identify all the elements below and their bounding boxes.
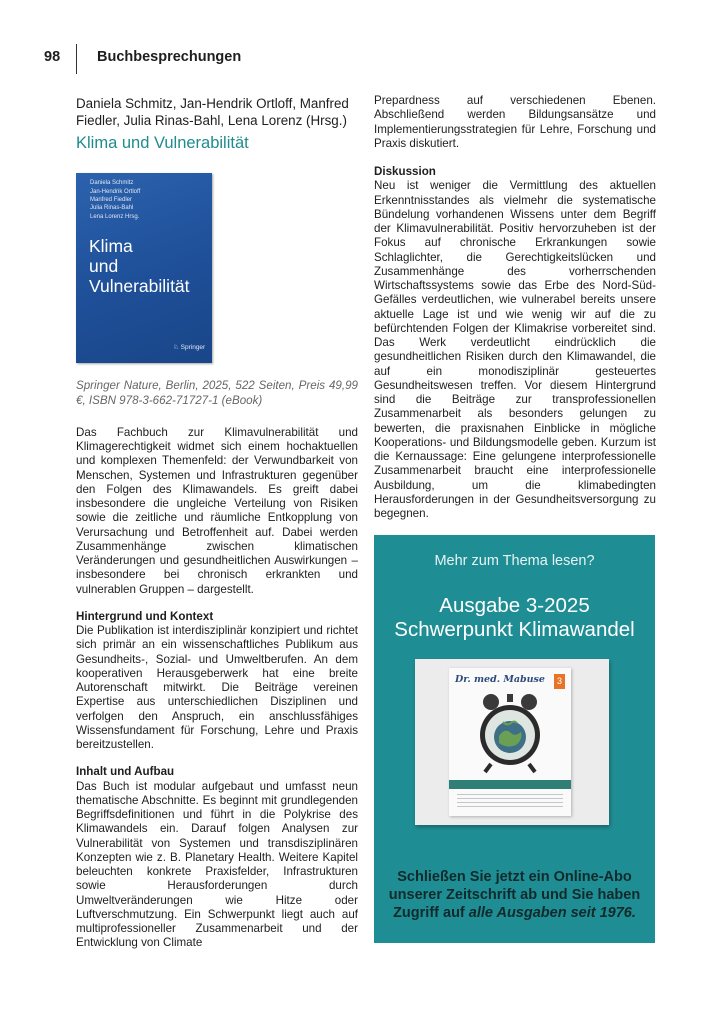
magazine-logo: Dr. med. Mabuse bbox=[455, 674, 545, 685]
section-text-background: Die Publikation ist interdisziplinär konzipiert und richtet sich primär an ein wissenschaftliches Publikum aus Gesundheits-, Sozial- und Umweltberufen. An dem kooperativen Herausgeberwerk hat eine breite Autorenschaft mitwirkt. Die Beiträge vereinen Expertise aus unterschiedlichen Disziplinen und verfolgen den Anspruch, ein anschlussfähiges Wissensfundament für Forschung, Lehre und Praxis bereitzustellen. bbox=[76, 624, 358, 751]
section-heading-discussion: Diskussion bbox=[374, 165, 436, 178]
magazine-band bbox=[449, 780, 571, 789]
issue-badge: 3 bbox=[554, 674, 565, 689]
subscription-promo[interactable] bbox=[374, 535, 655, 943]
section-title: Buchbesprechungen bbox=[97, 49, 242, 65]
promo-emphasis: alle Ausgaben seit 1976. bbox=[468, 905, 636, 921]
magazine-text-lines bbox=[457, 794, 563, 810]
alarm-clock-icon bbox=[477, 688, 543, 774]
cover-title: Klima und Vulnerabilität bbox=[89, 236, 190, 297]
right-column bbox=[374, 94, 656, 521]
intro-paragraph: Das Fachbuch zur Klimavulnerabilität und Klimagerechtigkeit widmet sich einem hochaktuellen und komplexen Themenfeld: der Verwundbarkeit von Menschen, Systemen und Infrastrukturen gegenüber den Folgen des Klimawandels. Es greift dabei insbesondere die ungleiche Verteilung von Risiken sowie die zeitliche und räumliche Entkopplung von Verursachung und Betroffenheit auf. Dabei werden Zusammenhänge zwischen klimatischen Veränderungen und gesundheitlichen Auswirkungen – insbesondere bei chronisch erkrankten und vulnerablen Gruppen – dargestellt. bbox=[76, 425, 358, 596]
promo-issue-title: Ausgabe 3-2025 Schwerpunkt Klimawandel bbox=[394, 594, 635, 641]
section-heading-background: Hintergrund und Kontext bbox=[76, 609, 214, 623]
promo-call-to-action: Schließen Sie jetzt ein Online-Abo unserer Zeitschrift ab und Sie haben Zugriff auf alle Ausgaben seit 1976. bbox=[388, 869, 641, 921]
section-heading-content: Inhalt und Aufbau bbox=[76, 765, 175, 779]
magazine-cover bbox=[449, 668, 571, 816]
page-header bbox=[0, 0, 724, 80]
publication-info: Springer Nature, Berlin, 2025, 522 Seiten, Preis 49,99 €, ISBN 978-3-662-71727-1 (eBook) bbox=[76, 379, 358, 407]
cover-authors: Daniela Schmitz Jan-Hendrik Ortloff Manfred Fiedler Julia Rinas-Bahl Lena Lorenz Hrsg. bbox=[90, 180, 141, 220]
left-column bbox=[76, 96, 358, 951]
section-text-content: Das Buch ist modular aufgebaut und umfasst neun thematische Abschnitte. Es beginnt mit grundlegenden Begriffsdefinitionen und führt in die Polykrise des Klimawandels ein. Darauf folgen Analysen zur Vulnerabilität von Systemen und transdisziplinären Konzepten wie z. B. Planetary Health. Weitere Kapitel beleuchten konkrete Praxisfelder, Infrastrukturen sowie Herausforderungen durch Umweltveränderungen wie Hitze oder Luftverschmutzung. Ein Schwerpunkt liegt auch auf multiprofessioneller Zusammenarbeit und der Entwicklung von Climate bbox=[76, 779, 358, 950]
cover-publisher: ♘ Springer bbox=[173, 344, 206, 352]
book-title: Klima und Vulnerabilität bbox=[76, 134, 249, 152]
book-editors: Daniela Schmitz, Jan-Hendrik Ortloff, Manfred Fiedler, Julia Rinas-Bahl, Lena Lorenz (Hrsg.) bbox=[76, 96, 349, 128]
section-text-discussion: Neu ist weniger die Vermittlung des aktuellen Erkenntnisstandes als vielmehr die systematische Bündelung vorhandenen Wissens unter dem Begriff der Klimavulnerabilität. Positiv hervorzuheben ist der Fokus auf chronische Erkrankungen sowie Schlaglichter, die Gerechtigkeitslücken und Zusammenhänge des vorherrschenden Wirtschaftssystems sowie das Erbe des Nord-Süd-Gefälles verdeutlichen, wie vulnerabel bereits unsere aktuelle Lage ist und wie wenig wir auf die zu befürchtenden Folgen der Klimakrise vorbereitet sind. Das Werk verdeutlicht eindrücklich die gesundheitlichen Risiken durch den Klimawandel, die auf ein monodisziplinär gesteuertes Gesundheitswesen treffen. Vor diesem Hintergrund sind die Beiträge zur transprofessionellen Zusammenarbeit als besonders gelungen zu bewerten, die praxisnahen Einblicke in mögliche Kooperations- und Bildungsmodelle geben. Kurzum ist die Kernaussage: Eine gelungene interprofessionelle Zusammenarbeit braucht eine interprofessionelle Ausbildung, um die klimabedingten Herausforderungen in der Gesundheitsversorgung zu begegnen. bbox=[374, 179, 656, 520]
header-divider bbox=[76, 44, 77, 74]
book-cover bbox=[76, 173, 212, 363]
springer-horse-icon: ♘ bbox=[173, 344, 179, 352]
magazine-cover-image bbox=[415, 659, 609, 825]
page-number: 98 bbox=[44, 49, 61, 65]
promo-kicker: Mehr zum Thema lesen? bbox=[434, 553, 595, 569]
continued-paragraph: Prepardness auf verschiedenen Ebenen. Abschließend werden Bildungsansätze und Implementierungsstrategien für Lehre, Forschung und Praxis diskutiert. bbox=[374, 94, 656, 150]
